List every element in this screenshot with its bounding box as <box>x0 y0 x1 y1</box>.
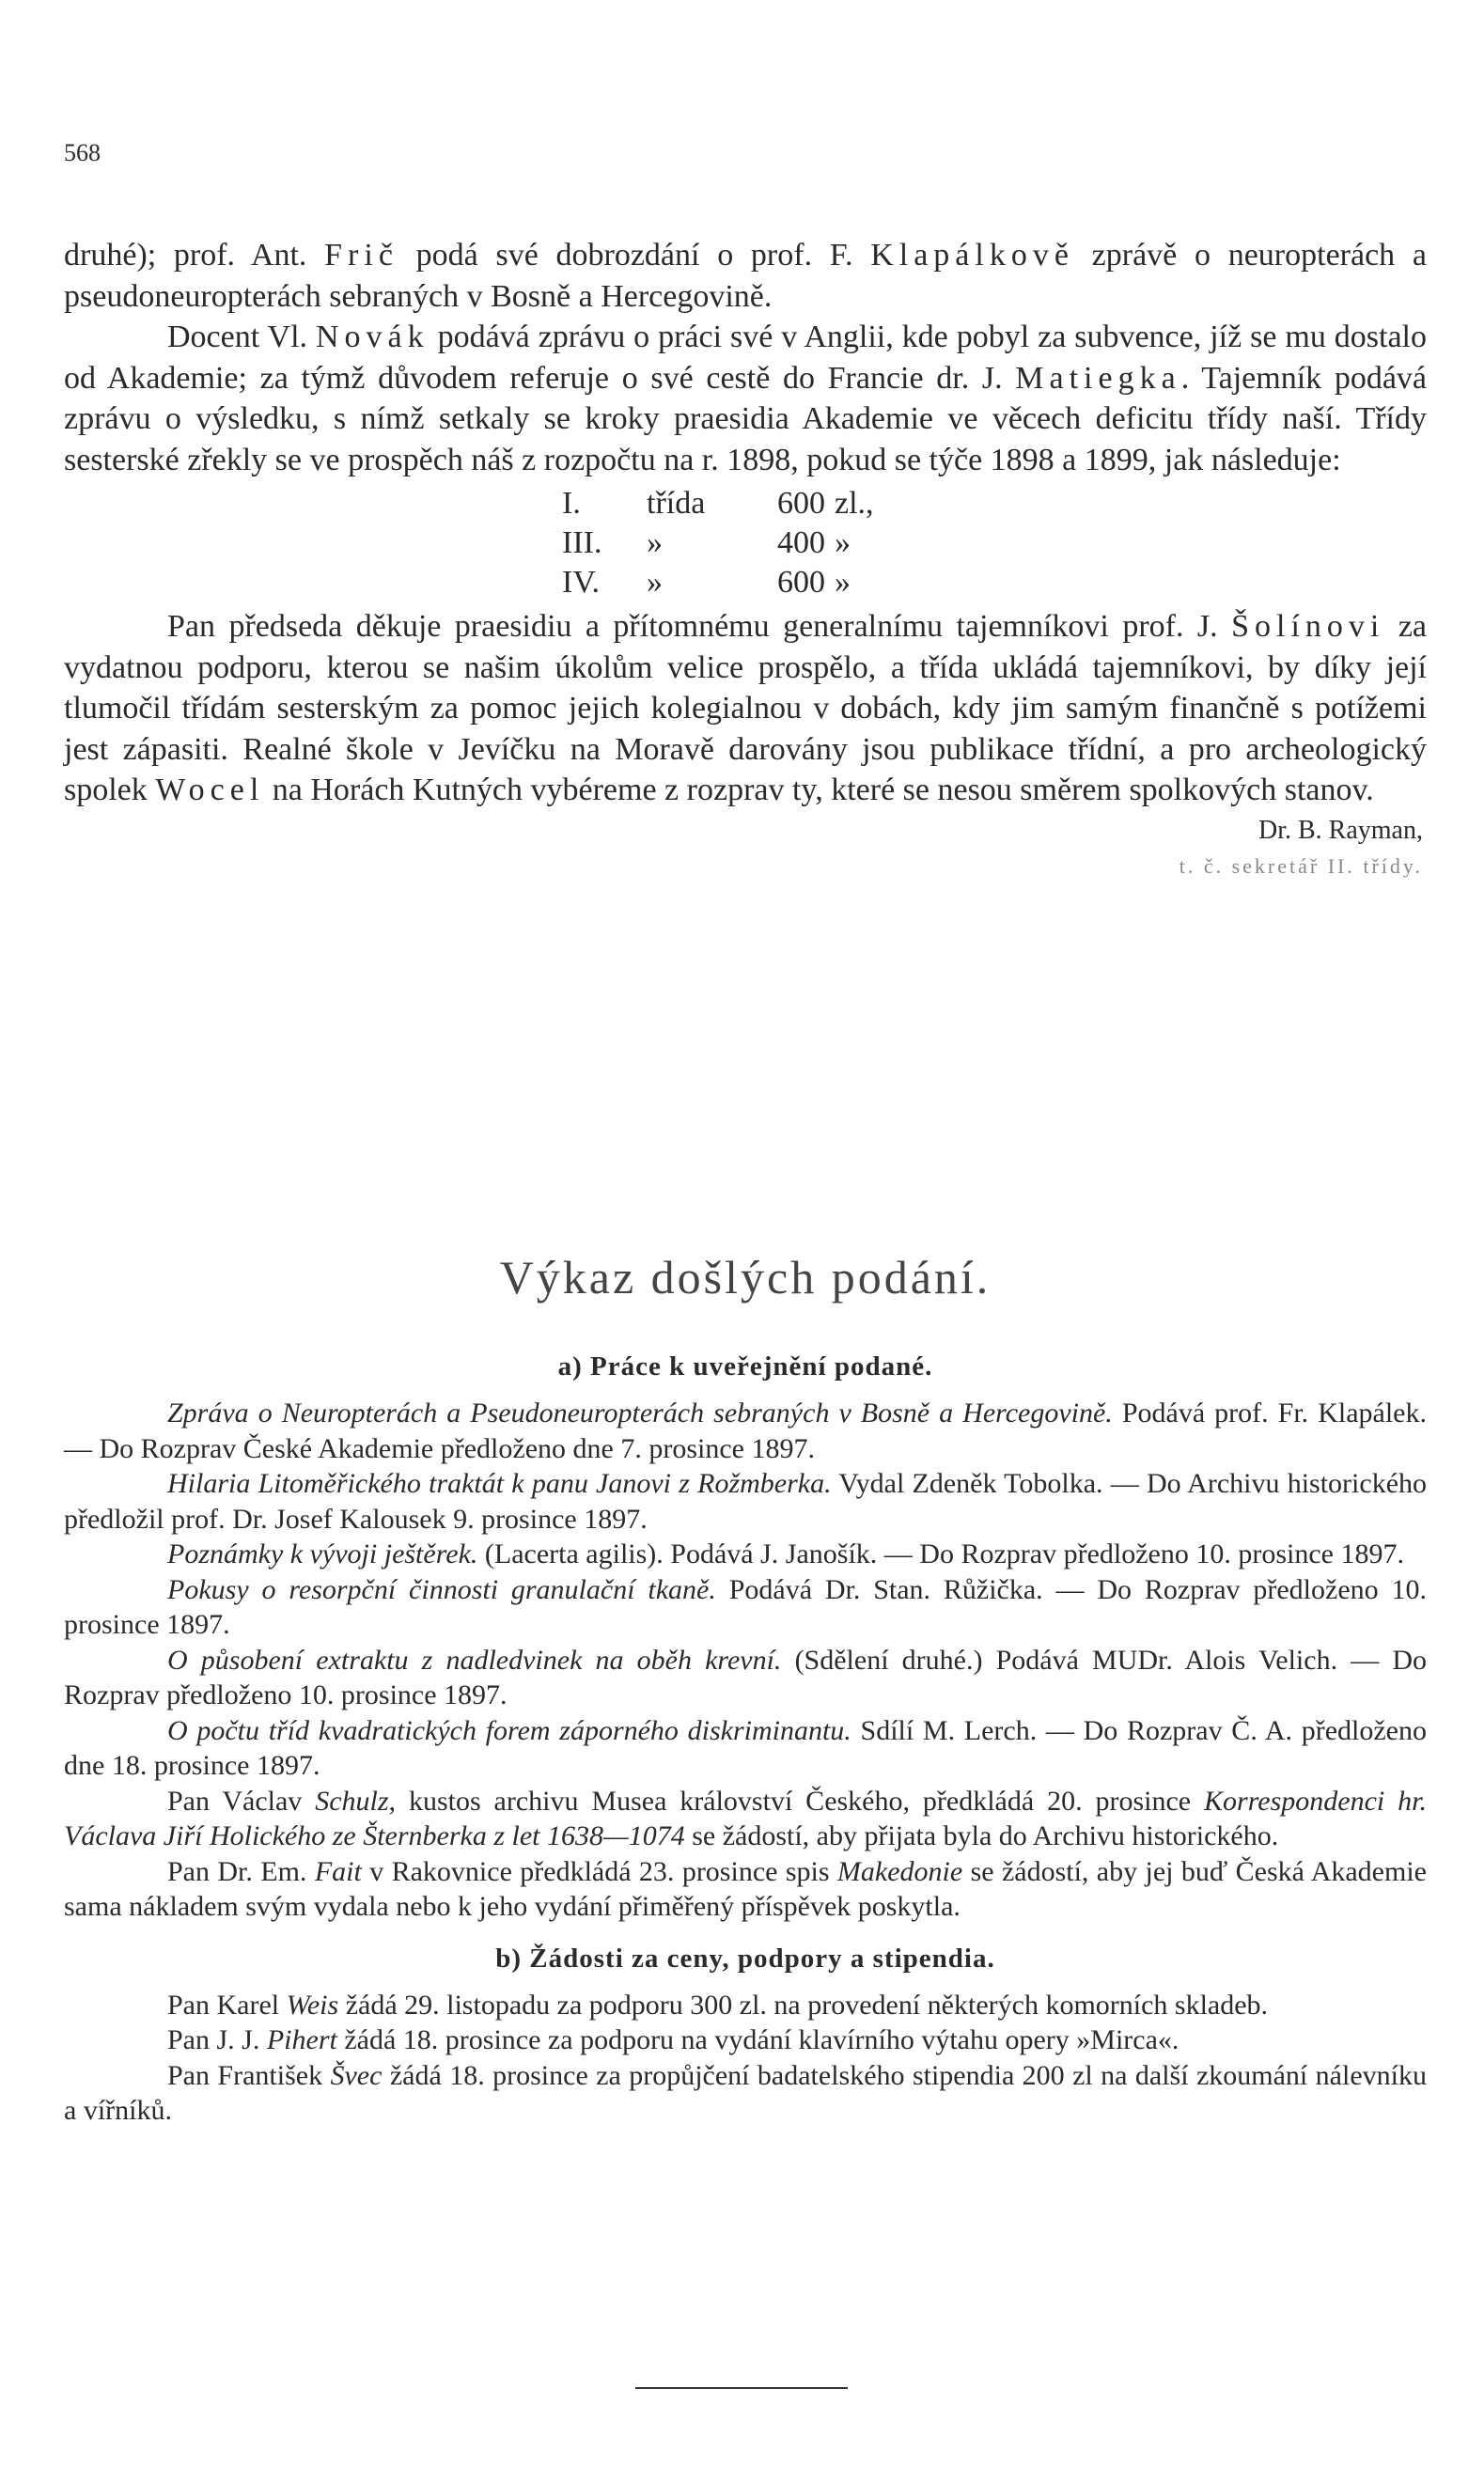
work-title: Korrespondenci hr. Václava Jiří Holického ze Šternberka z let 1638—1074 <box>64 1785 1427 1851</box>
budget-row <box>562 523 1427 563</box>
text-run: , kustos archivu Musea království Českého, předkládá 20. prosince <box>388 1785 1205 1817</box>
submission-schulz <box>64 1784 1427 1854</box>
person-name: Weis <box>286 1989 339 2021</box>
submission-item <box>64 1466 1427 1537</box>
amount: 600 <box>777 565 825 600</box>
submission-item <box>64 1396 1427 1466</box>
meeting-minutes <box>64 235 1427 882</box>
text-run: (Sdělení druhé.) Podává MUDr. Alois Velich. — Do Rozprav předloženo 10. prosince 1897. <box>64 1644 1427 1710</box>
text-run: Pan předseda děkuje praesidiu a přítomnému generalnímu tajemníkovi prof. J. <box>167 609 1232 644</box>
person-name: Frič <box>324 238 398 273</box>
text-run: Docent Vl. <box>167 320 316 354</box>
text-run: na Horách Kutných vybéreme z rozprav ty, které se nesou směrem spolkových stanov. <box>264 773 1374 807</box>
text-run: zprávě o neuropterách a pseudoneuropterách sebraných v Bosně a Hercegovině. <box>64 238 1427 314</box>
text-run: se žádostí, aby přijata byla do Archivu historického. <box>684 1820 1279 1851</box>
budget-list <box>562 484 1427 602</box>
class-number: IV. <box>562 565 600 600</box>
person-name: Schulz <box>315 1785 389 1817</box>
budget-row <box>562 484 1427 523</box>
budget-row <box>562 563 1427 602</box>
text-run: druhé); prof. Ant. <box>64 238 325 273</box>
class-label: » <box>647 565 663 600</box>
work-title: O působení extraktu z nadledvinek na oběh krevní. <box>167 1644 782 1676</box>
work-title: Pokusy o resorpční činnosti granulační tkaně. <box>167 1573 716 1605</box>
subsection-heading-b: b) Žádosti za ceny, podpory a stipendia. <box>495 1943 995 1974</box>
work-title: Zpráva o Neuropterách a Pseudoneuropterách sebraných v Bosně a Hercegovině. <box>167 1397 1113 1429</box>
request-pihert <box>64 2022 1427 2058</box>
work-title: Makedonie <box>836 1855 963 1887</box>
person-name: Novák <box>315 320 430 354</box>
text-run: Pan J. J. <box>167 2024 267 2055</box>
amount: 600 <box>777 486 825 521</box>
class-label: » <box>647 525 663 560</box>
text-run: Pan Václav <box>167 1785 316 1817</box>
text-run: Podává Dr. Stan. Růžička. — Do Rozprav předloženo 10. prosince 1897. <box>64 1573 1427 1640</box>
closing-rule <box>635 2387 848 2389</box>
text-run: podá své dobrozdání o prof. F. <box>398 238 871 273</box>
society-name: Wocel <box>155 773 265 807</box>
person-name: Klapálkově <box>870 238 1074 273</box>
text-run: se žádostí, aby jej buď Česká Akademie sama nákladem svým vydala nebo k jeho vydání přiměřený příspěvek poskytla. <box>64 1855 1427 1922</box>
signature-role: t. č. sekretář II. třídy. <box>1179 853 1423 878</box>
person-name: Šolínovi <box>1231 609 1385 644</box>
paragraph-thanks <box>64 606 1427 811</box>
submission-item <box>64 1572 1427 1643</box>
text-run: žádá 18. prosince za podporu na vydání klavírního výtahu opery »Mirca«. <box>336 2024 1179 2055</box>
page-number: 568 <box>64 139 101 166</box>
paragraph-novak <box>64 317 1427 480</box>
submission-item <box>64 1643 1427 1713</box>
paragraph-fric <box>64 235 1427 317</box>
person-name: Fait <box>314 1855 362 1887</box>
class-number: I. <box>562 486 581 521</box>
person-name: Švec <box>330 2059 383 2091</box>
class-number: III. <box>562 525 602 560</box>
text-run: Pan Karel <box>167 1989 287 2021</box>
section-title: Výkaz došlých podání. <box>499 1251 992 1304</box>
submission-item <box>64 1537 1427 1572</box>
work-title: Poznámky k vývoji ještěrek. <box>167 1538 478 1569</box>
submission-item <box>64 1713 1427 1784</box>
text-run: Podává prof. Fr. Klapálek. — Do Rozprav České Akademie předloženo dne 7. prosince 1897. <box>64 1397 1427 1464</box>
text-run: Sdílí M. Lerch. — Do Rozprav Č. A. předloženo dne 18. prosince 1897. <box>64 1714 1428 1781</box>
text-run: žádá 29. listopadu za podporu 300 zl. na provedení některých komorních skladeb. <box>338 1989 1269 2021</box>
person-name: Matiegka <box>1015 360 1181 396</box>
submission-fait <box>64 1854 1427 1925</box>
text-run: žádá 18. prosince za propůjčení badatelského stipendia 200 zl na další zkoumání nálevníku a vířníků. <box>64 2059 1427 2126</box>
subsection-heading-a: a) Práce k uveřejnění podané. <box>557 1351 933 1382</box>
text-run: za vydatnou podporu, kterou se našim úkolům velice prospělo, a třída ukládá tajemníkovi, by díky její tlumočil třídám sesterským za pomoc jejich kolegialnou v dobách, kdy jim samým finančně s potížemi jest zápasiti. Realné škole v Jevíčku na Moravě darovány jsou publikace třídní, a pro archeologický spolek <box>64 609 1428 807</box>
text-run: Vydal Zdeněk Tobolka. — Do Archivu historického předložil prof. Dr. Josef Kalousek 9. prosince 1897. <box>64 1468 1428 1535</box>
class-label: třída <box>647 486 706 521</box>
text-run: . Tajemník podává zprávu o výsledku, s nímž setkaly se kroky praesidia Akademie ve věcech deficitu třídy naší. Třídy sesterské zřekly se ve prospěch náš z rozpočtu na r. 1898, pokud se týče 1898 a 1899, jak následuje: <box>64 360 1428 477</box>
currency: » <box>835 565 851 600</box>
request-weis <box>64 1988 1427 2023</box>
currency: zl., <box>835 486 874 521</box>
submissions-report <box>64 1250 1427 2129</box>
text-run: podává zprávu o práci své v Anglii, kde pobyl za subvence, jíž se mu dostalo od Akademie; za týmž důvodem referuje o své cestě do Francie dr. J. <box>64 320 1427 396</box>
work-title: Hilaria Litoměřického traktát k panu Janovi z Rožmberka. <box>167 1468 832 1499</box>
text-run: Pan Dr. Em. <box>167 1855 315 1887</box>
text-run: v Rakovnice předkládá 23. prosince spis <box>361 1855 837 1887</box>
person-name: Pihert <box>266 2024 337 2055</box>
text-run: (Lacerta agilis). Podává J. Janošík. — Do Rozprav předloženo 10. prosince 1897. <box>477 1538 1404 1569</box>
currency: » <box>835 525 851 560</box>
work-title: O počtu tříd kvadratických forem záporného diskriminantu. <box>167 1714 851 1746</box>
amount: 400 <box>777 525 825 560</box>
signature: Dr. B. Rayman, <box>1258 815 1423 845</box>
request-svec <box>64 2058 1427 2129</box>
text-run: Pan František <box>167 2059 331 2091</box>
